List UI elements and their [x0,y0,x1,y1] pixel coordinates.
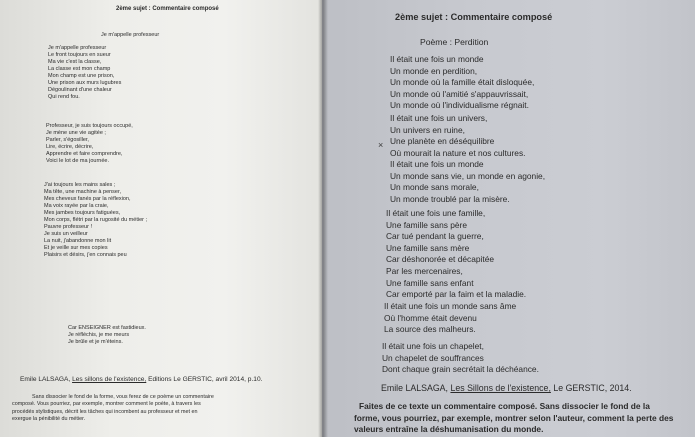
poem-line: J'ai toujours les mains sales ; [44,182,116,188]
instruction-line: procédés stylistiques, décrit les tâches qui incombent au professeur et met en [12,408,198,415]
poem-line: Un monde troublé par la misère. [390,193,510,204]
left-stanza-4 [68,325,146,346]
poem-line: Ma tête, une machine à penser, [44,189,122,195]
poem-line: Mes jambes toujours fatiguées, [44,210,121,216]
right-instructions [354,401,673,436]
right-poem-title: Poème : Perdition [420,37,489,47]
poem-line: La source des malheurs. [384,324,476,335]
poem-line: Je suis un veilleur [44,231,88,237]
poem-line: Lire, écrire, décrire, [46,144,94,150]
citation-publisher: Le GERSTIC, 2014. [553,383,632,393]
poem-line: Un monde où l'amitié s'appauvrissait, [390,88,529,99]
poem-line: Une prison aux murs lugubres [48,80,122,86]
poem-line: Par les mercenaires, [386,265,463,276]
left-stanza-1 [48,45,121,101]
poem-line: Qui rend fou. [48,94,80,100]
poem-line: Une famille sans enfant [386,277,474,288]
poem-line: Car ENSEIGNER est fastidieux. [68,325,146,331]
poem-line: Je réfléchis, je me meurs [68,332,130,338]
citation-author: Emile LALSAGA, [20,376,71,383]
right-page-header: 2ème sujet : Commentaire composé [395,12,553,22]
instruction-line: Sans dissocier le fond de la forme, vous ferez de ce poème un commentaire [32,394,214,400]
poem-line: Un monde sans morale, [390,182,479,193]
poem-line: Un chapelet de souffrances [382,352,484,363]
poem-line: Il était une fois un monde [390,54,484,64]
poem-line: Un univers en ruine, [390,124,465,135]
page-fold-shadow [318,0,328,437]
poem-line: Mon champ est une prison, [48,73,115,79]
poem-line: Pauvre professeur ! [44,224,92,230]
poem-line: Il était une fois un monde sans âme [384,301,517,311]
poem-line: Une famille sans père [386,219,467,230]
right-stanza-3 [390,159,545,205]
poem-line: Mon corps, flétri par la rugosité du métier ; [44,217,148,223]
left-stanza-2 [46,123,133,165]
left-page-header: 2ème sujet : Commentaire composé [116,6,219,12]
right-stanza-6 [382,341,539,376]
poem-line: Où l'homme était devenu [384,312,477,323]
instruction-line: Faites de ce texte un commentaire composé. Sans dissocier le fond de la [359,401,650,411]
instruction-line: composé. Vous pourriez, par exemple, montrer comment le poète, à travers les [12,401,201,408]
margin-cross-mark: × [378,140,384,150]
poem-line: Professeur, je suis toujours occupé, [46,123,133,129]
instruction-line: forme, vous pourriez, par exemple, montrer selon l'auteur, comment la perte des [354,412,674,423]
poem-line: Il était une fois un monde [390,159,484,169]
poem-line: Je m'appelle professeur [48,45,107,51]
poem-line: Mes cheveux fanés par la réflexion, [44,196,131,202]
right-page [322,0,695,437]
left-citation [20,376,262,383]
poem-line: La nuit, j'abandonne mon lit [44,238,112,244]
poem-line: Il était une fois une famille, [386,208,486,218]
poem-line: Voici le lot de ma journée. [46,158,109,164]
poem-line: Car tué pendant la guerre, [386,231,484,242]
poem-line: Ma vie c'est la classe, [48,59,102,65]
poem-line: Un monde où la famille était disloquée, [390,77,535,88]
poem-line: Apprendre et faire comprendre, [46,151,123,157]
poem-line: Ma voix rayée par la craie, [44,203,109,209]
poem-line: Un monde sans vie, un monde en agonie, [390,170,546,181]
right-stanza-2 [390,113,525,159]
poem-line: Un monde en perdition, [390,65,478,76]
instruction-line: exergue la pénibilité du métier. [12,416,86,423]
right-stanza-4 [386,208,526,301]
right-stanza-5 [384,301,516,336]
poem-line: Je mène une vie agitée ; [46,130,106,136]
right-stanza-1 [390,54,534,112]
citation-work: Les sillons de l'existence, [72,376,147,383]
citation-author: Emile LALSAGA, [381,383,448,393]
citation-work: Les Sillons de l'existence, [450,383,551,393]
left-poem-title: Je m'appelle professeur [101,32,160,38]
left-page [0,0,322,437]
poem-line: Parler, s'égosiller, [46,137,89,143]
citation-publisher: Editions Le GERSTIC, avril 2014, p.10. [148,376,263,383]
poem-line: Car emporté par la faim et la maladie. [386,289,527,300]
poem-line: Un monde où l'individualisme régnait. [390,100,529,111]
poem-line: Le front toujours en sueur [48,52,111,58]
left-instructions [12,394,214,424]
poem-line: Et je veille sur mes copies [44,245,108,251]
poem-line: Dégoulinant d'une chaleur [48,87,112,93]
poem-line: Il était une fois un chapelet, [382,341,484,351]
poem-line: Dont chaque grain secrétait la déchéance. [382,364,539,375]
poem-line: Il était une fois un univers, [390,113,488,123]
left-stanza-3 [44,182,147,259]
instruction-line: valeurs entraîne la déshumanisation du monde. [354,424,544,434]
right-citation [381,383,632,393]
poem-line: Une famille sans mère [386,242,470,253]
poem-line: Une planète en déséquilibre [390,136,495,147]
poem-line: Où mourait la nature et nos cultures. [390,147,526,158]
poem-line: Car déshonorée et décapitée [386,254,495,265]
poem-line: La classe est mon champ [48,66,111,72]
poem-line: Plaisirs et désirs, j'en connais peu [44,252,127,258]
poem-line: Je brûle et je m'éteins. [68,339,123,345]
